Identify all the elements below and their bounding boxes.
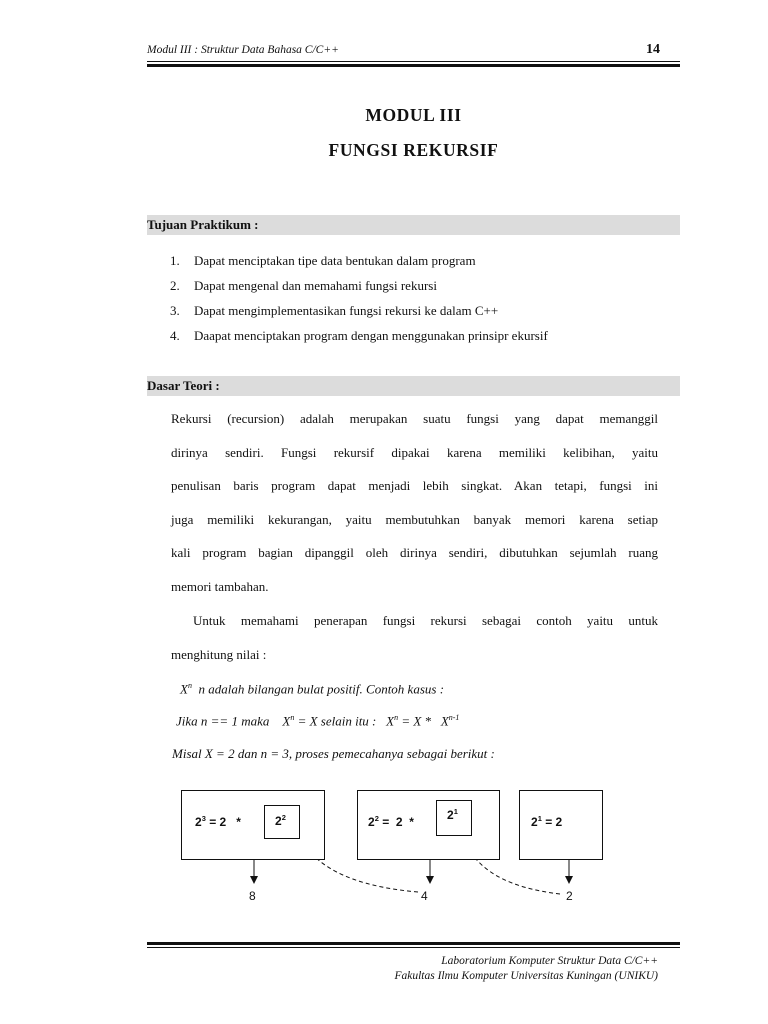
list-item-text: Dapat mengimplementasikan fungsi rekursi ke dalam C++ xyxy=(194,303,499,318)
arrowhead xyxy=(565,876,573,884)
running-header-title: Modul III : Struktur Data Bahasa C/C++ xyxy=(147,44,339,56)
footer-line-lab: Laboratorium Komputer Struktur Data C/C++ xyxy=(441,955,658,967)
section-heading-tujuan: Tujuan Praktikum : xyxy=(147,217,259,232)
footer-text xyxy=(394,954,658,984)
diagram-box-2-pow-1 xyxy=(519,790,603,860)
arrowhead xyxy=(250,876,258,884)
list-item-number: 1. xyxy=(170,253,180,268)
box-expression: $2^1 = 2$ xyxy=(531,814,563,829)
math-example-line: Misal X = 2 dan n = 3, proses pemecahanya sebagai berikut : xyxy=(172,746,495,761)
paragraph-line: juga memiliki kekurangan, yaitu membutuhkan banyak memori karena setiap xyxy=(171,511,658,527)
paragraph-line: dirinya sendiri. Fungsi rekursif dipakai karena memiliki kelibihan, yaitu xyxy=(171,444,658,460)
arrowhead xyxy=(426,876,434,884)
section-heading-dasar: Dasar Teori : xyxy=(147,378,220,393)
paragraph-line: Untuk memahami penerapan fungsi rekursi sebagai contoh yaitu untuk xyxy=(193,613,658,628)
paragraph-line: memori tambahan. xyxy=(171,578,269,594)
result-value: 4 xyxy=(421,889,428,903)
page-number: 14 xyxy=(646,42,660,57)
list-item-number: 3. xyxy=(170,303,180,318)
paragraph-line: Rekursi (recursion) adalah merupakan suatu fungsi yang dapat memanggil xyxy=(171,411,658,426)
module-title: MODUL III xyxy=(365,105,462,125)
list-item-text: Daapat menciptakan program dengan menggunakan prinsipr ekursif xyxy=(194,328,548,343)
list-item-number: 2. xyxy=(170,278,180,293)
paragraph-line: kali program bagian dipanggil oleh dirinya sendiri, dibutuhkan sejumlah ruang xyxy=(171,545,658,560)
footer-rule-thin xyxy=(147,947,680,948)
box-expression: $2^2 = 2$ * xyxy=(368,814,414,829)
math-definition-line: $X^n$ n adalah bilangan bulat positif. Contoh kasus : xyxy=(180,681,445,697)
inner-box: $2^1$ xyxy=(436,800,472,836)
diagram-box-2-pow-2 xyxy=(357,790,500,860)
box-expression: $2^3 = 2$ * xyxy=(195,814,241,829)
math-recurrence-line: Jika n == 1 maka $X^n = X$ selain itu : $X^n = X * X^{n-1}$ xyxy=(176,713,460,729)
paragraph-line: penulisan baris program dapat menjadi lebih singkat. Akan tetapi, fungsi ini xyxy=(171,478,658,493)
module-subtitle: FUNGSI REKURSIF xyxy=(328,140,499,160)
footer-rule-thick xyxy=(147,942,680,945)
result-value: 8 xyxy=(249,889,256,903)
result-value: 2 xyxy=(566,889,573,903)
footer-line-faculty: Fakultas Ilmu Komputer Universitas Kuningan (UNIKU) xyxy=(394,970,658,982)
list-item-text: Dapat menciptakan tipe data bentukan dalam program xyxy=(194,253,476,268)
inner-box: $2^2$ xyxy=(264,805,300,839)
paragraph-line: menghitung nilai : xyxy=(171,646,267,662)
list-item-number: 4. xyxy=(170,328,180,343)
diagram-box-2-pow-3 xyxy=(181,790,325,860)
list-item-text: Dapat mengenal dan memahami fungsi rekursi xyxy=(194,278,437,293)
